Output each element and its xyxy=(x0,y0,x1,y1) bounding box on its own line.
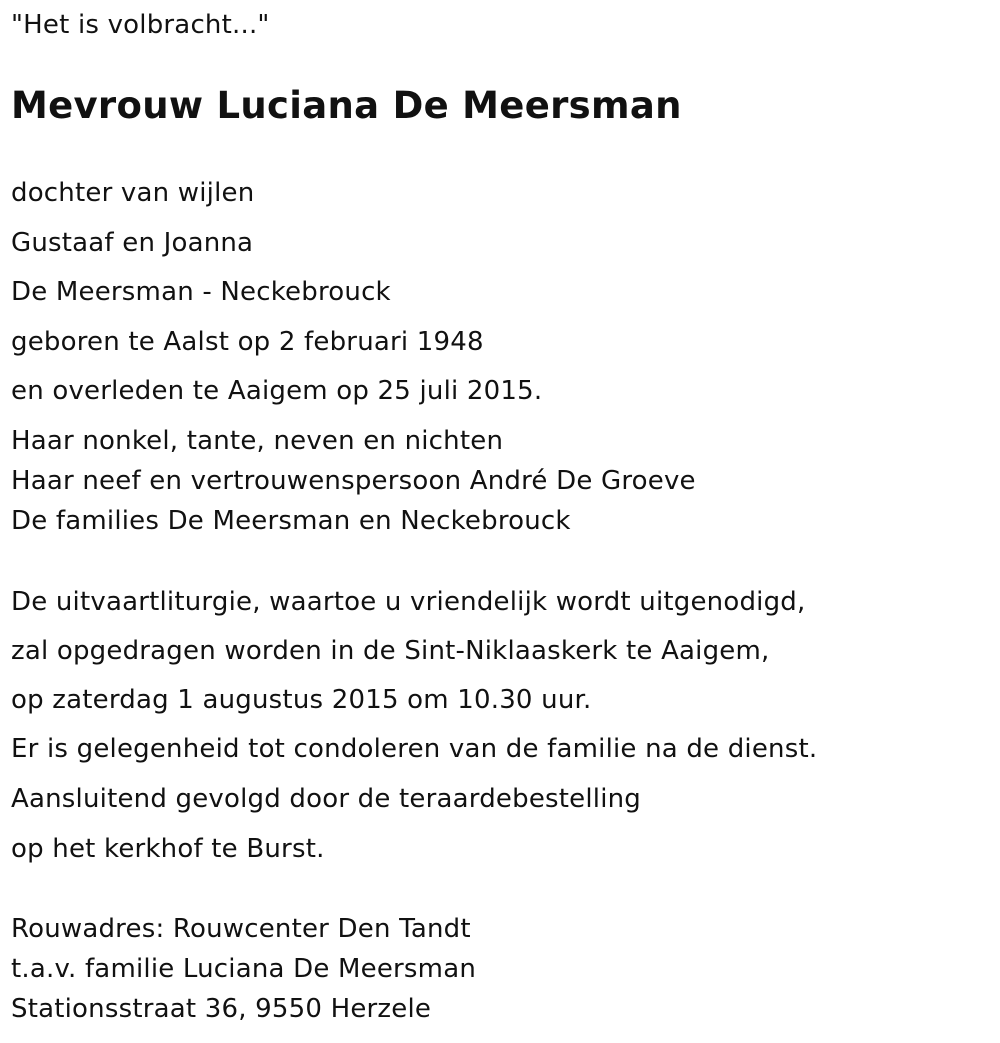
mourner-line: De families De Meersman en Neckebrouck xyxy=(11,506,571,536)
service-line: Er is gelegenheid tot condoleren van de familie na de dienst. xyxy=(11,734,818,764)
address-line: t.a.v. familie Luciana De Meersman xyxy=(11,954,477,984)
mourner-line: Haar neef en vertrouwenspersoon André De Groeve xyxy=(11,466,696,496)
mourner-line: Haar nonkel, tante, neven en nichten xyxy=(11,426,504,456)
service-line: op het kerkhof te Burst. xyxy=(11,834,325,864)
service-line: Aansluitend gevolgd door de teraardebestelling xyxy=(11,784,642,814)
intro-line: en overleden te Aaigem op 25 juli 2015. xyxy=(11,376,543,406)
address-line: Stationsstraat 36, 9550 Herzele xyxy=(11,994,432,1024)
intro-line: De Meersman - Neckebrouck xyxy=(11,277,391,307)
service-line: De uitvaartliturgie, waartoe u vriendelijk wordt uitgenodigd, xyxy=(11,587,806,617)
address-line: Rouwadres: Rouwcenter Den Tandt xyxy=(11,914,471,944)
opening-quote: "Het is volbracht..." xyxy=(11,10,270,40)
intro-line: dochter van wijlen xyxy=(11,178,255,208)
intro-line: Gustaaf en Joanna xyxy=(11,228,254,258)
service-line: zal opgedragen worden in de Sint-Niklaaskerk te Aaigem, xyxy=(11,636,770,666)
service-line: op zaterdag 1 augustus 2015 om 10.30 uur. xyxy=(11,685,592,715)
deceased-name: Mevrouw Luciana De Meersman xyxy=(11,84,682,127)
intro-line: geboren te Aalst op 2 februari 1948 xyxy=(11,327,484,357)
